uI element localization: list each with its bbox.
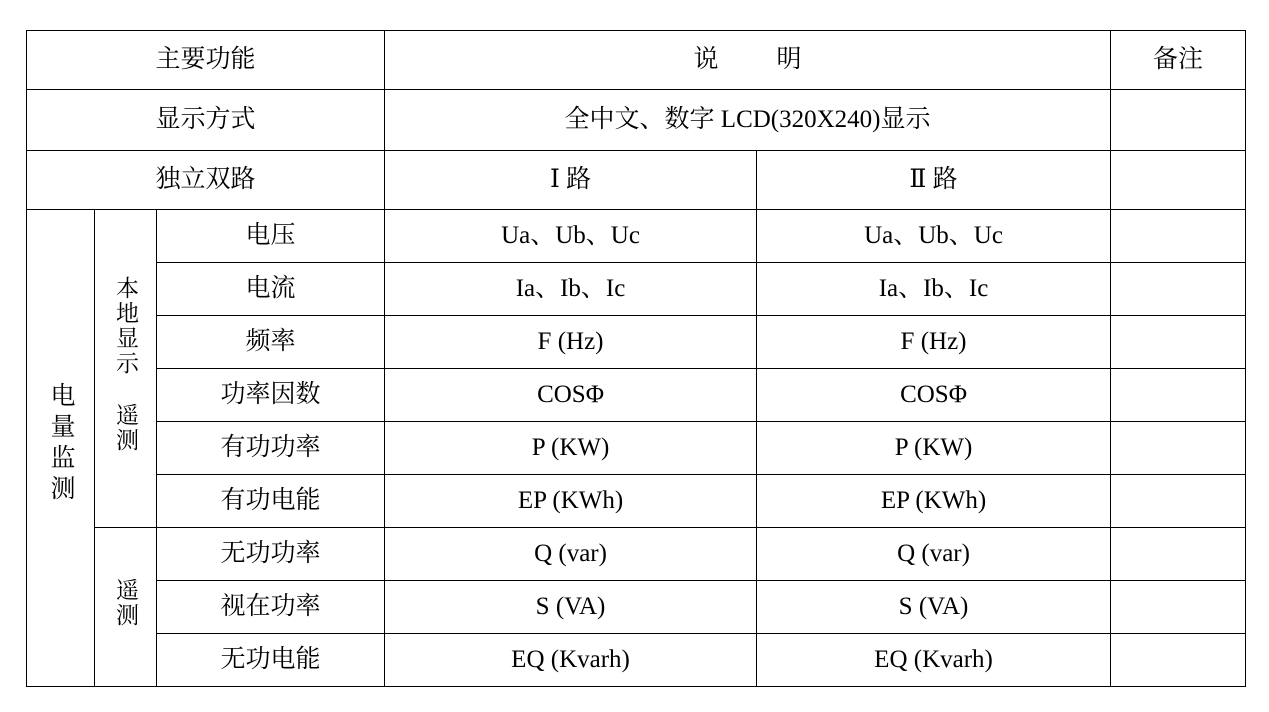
row-circuit2-0: Ua、Ub、Uc (757, 210, 1111, 263)
row-remark-2 (1111, 316, 1246, 369)
table-row (27, 422, 1246, 475)
row-circuit2-7: S (VA) (757, 581, 1111, 634)
table-row (27, 369, 1246, 422)
dual-circuit-2: Ⅱ 路 (757, 151, 1111, 210)
row-remark-0 (1111, 210, 1246, 263)
row-remark-4 (1111, 422, 1246, 475)
row-circuit2-5: EP (KWh) (757, 475, 1111, 528)
row-circuit1-8: EQ (Kvarh) (385, 634, 757, 687)
display-mode-value: 全中文、数字 LCD(320X240)显示 (385, 90, 1111, 151)
table-row-display-mode (27, 90, 1246, 151)
table-row (27, 634, 1246, 687)
row-remark-1 (1111, 263, 1246, 316)
row-circuit2-3: COSΦ (757, 369, 1111, 422)
row-circuit1-5: EP (KWh) (385, 475, 757, 528)
row-item-2: 频率 (157, 316, 385, 369)
row-item-1: 电流 (157, 263, 385, 316)
row-circuit2-1: Ia、Ib、Ic (757, 263, 1111, 316)
row-item-8: 无功电能 (157, 634, 385, 687)
header-main-function: 主要功能 (27, 31, 385, 90)
row-item-4: 有功功率 (157, 422, 385, 475)
dual-circuit-label: 独立双路 (27, 151, 385, 210)
row-circuit2-6: Q (var) (757, 528, 1111, 581)
table-row (27, 316, 1246, 369)
group-label-power-monitoring (27, 210, 95, 687)
subgroup-local-display-text: 本地显示 遥测 (113, 276, 138, 454)
table-header-row (27, 31, 1246, 90)
row-remark-6 (1111, 528, 1246, 581)
row-item-6: 无功功率 (157, 528, 385, 581)
table-row (27, 263, 1246, 316)
table-row (27, 581, 1246, 634)
header-description-part2: 明 (776, 45, 802, 73)
table-row (27, 475, 1246, 528)
row-circuit1-6: Q (var) (385, 528, 757, 581)
header-description-part1: 说 (693, 45, 719, 73)
dual-circuit-remark (1111, 151, 1246, 210)
row-circuit1-3: COSΦ (385, 369, 757, 422)
row-circuit1-2: F (Hz) (385, 316, 757, 369)
row-remark-8 (1111, 634, 1246, 687)
row-item-5: 有功电能 (157, 475, 385, 528)
subgroup-telemetry-text: 遥测 (113, 578, 138, 629)
row-circuit1-1: Ia、Ib、Ic (385, 263, 757, 316)
dual-circuit-1: Ⅰ 路 (385, 151, 757, 210)
row-item-3: 功率因数 (157, 369, 385, 422)
row-circuit2-4: P (KW) (757, 422, 1111, 475)
specification-table (26, 30, 1246, 687)
display-mode-remark (1111, 90, 1246, 151)
table-row-dual-circuit (27, 151, 1246, 210)
group-label-text: 电量监测 (47, 382, 74, 507)
row-remark-3 (1111, 369, 1246, 422)
row-circuit1-0: Ua、Ub、Uc (385, 210, 757, 263)
row-item-0: 电压 (157, 210, 385, 263)
row-remark-7 (1111, 581, 1246, 634)
row-remark-5 (1111, 475, 1246, 528)
row-circuit2-8: EQ (Kvarh) (757, 634, 1111, 687)
row-item-7: 视在功率 (157, 581, 385, 634)
table-row (27, 210, 1246, 263)
display-mode-label: 显示方式 (27, 90, 385, 151)
subgroup-local-display (95, 210, 157, 528)
header-description (385, 31, 1111, 90)
header-remark: 备注 (1111, 31, 1246, 90)
row-circuit2-2: F (Hz) (757, 316, 1111, 369)
row-circuit1-7: S (VA) (385, 581, 757, 634)
table-row (27, 528, 1246, 581)
subgroup-telemetry (95, 528, 157, 687)
row-circuit1-4: P (KW) (385, 422, 757, 475)
